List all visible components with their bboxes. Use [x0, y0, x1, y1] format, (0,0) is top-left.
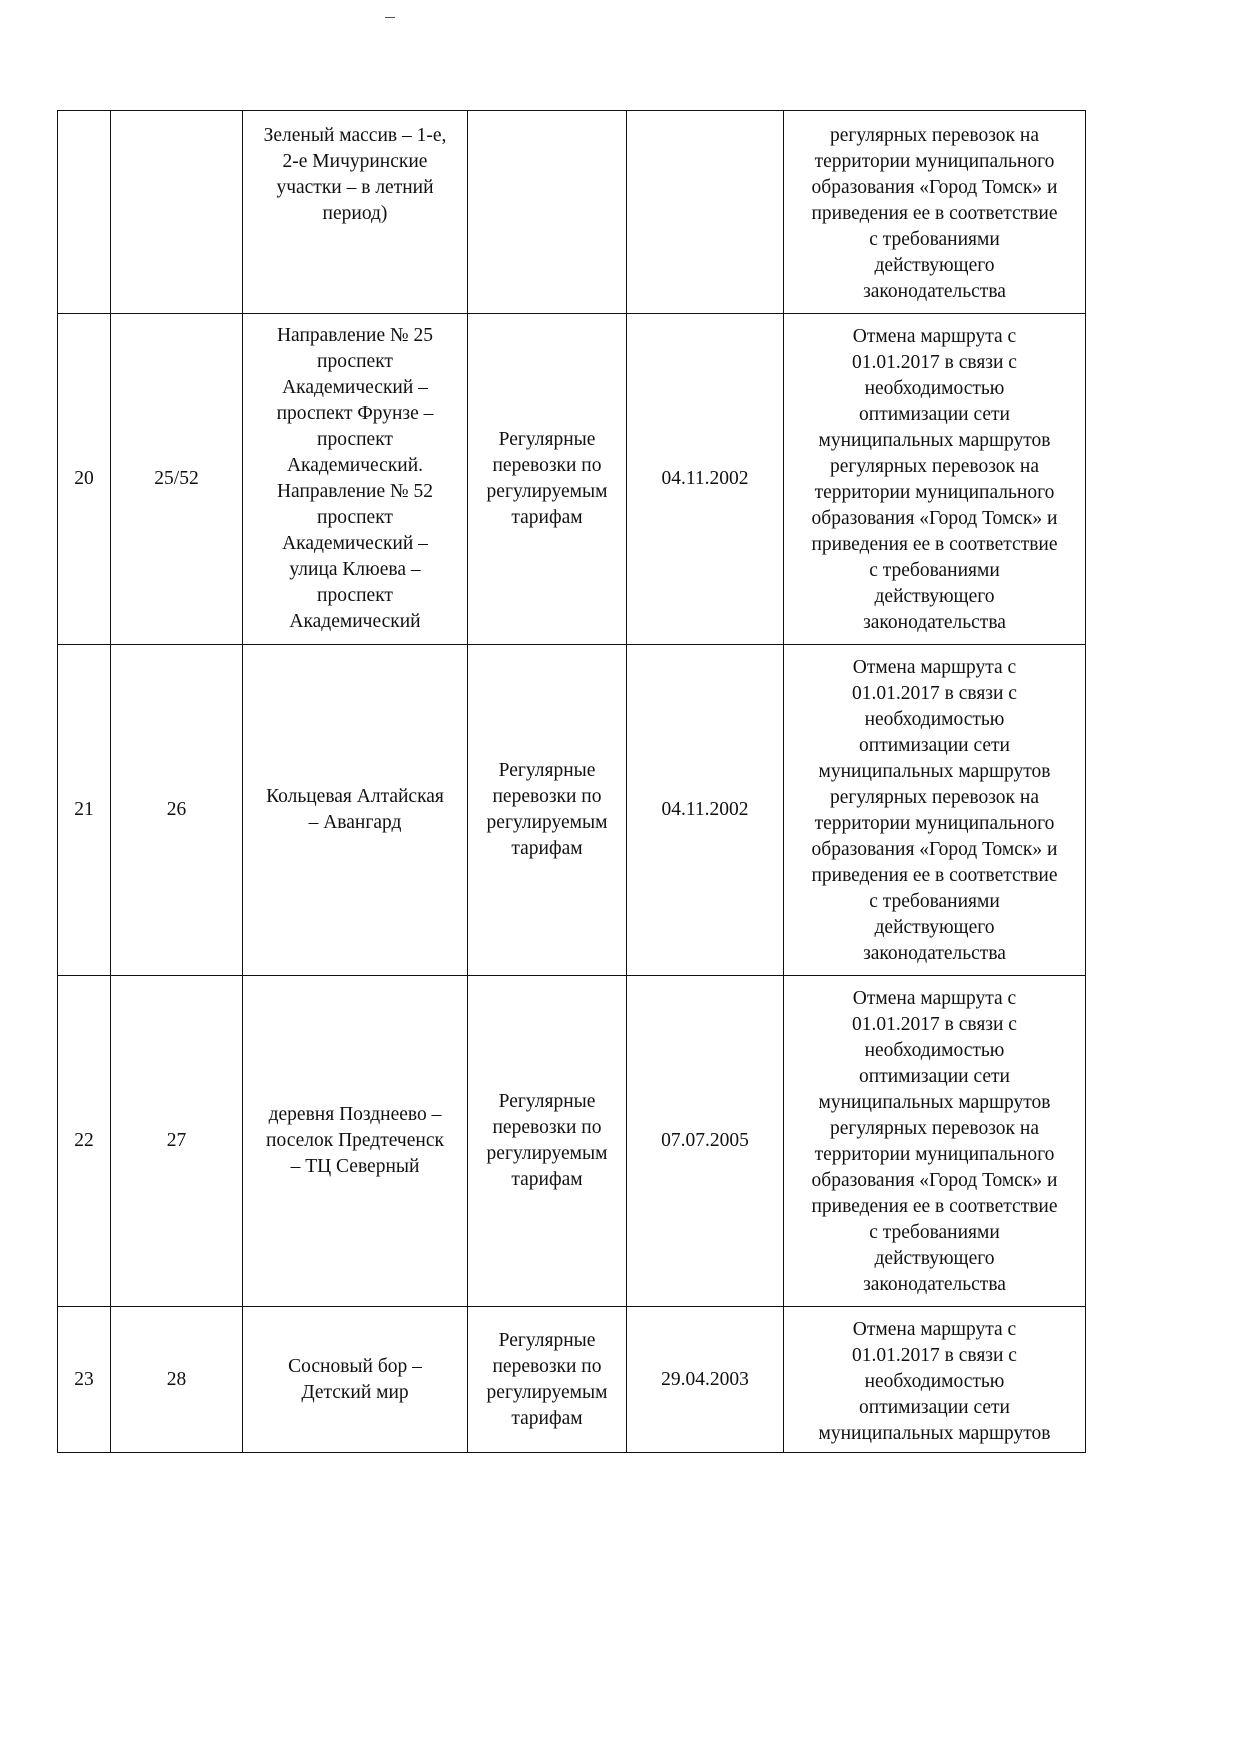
cancellation-reason-cell: Отмена маршрута с 01.01.2017 в связи с необходимостью оптимизации сети муниципальных маршрутов регулярных перевозок на территории муниципального образования «Город Томск» и приведения ее в соответствие с требованиями действующего законодательства [784, 976, 1086, 1307]
transport-type-cell: Регулярные перевозки по регулируемым тарифам [468, 314, 627, 645]
transport-type-cell: Регулярные перевозки по регулируемым тарифам [468, 976, 627, 1307]
route-name-cell: деревня Позднеево – поселок Предтеченск – ТЦ Северный [243, 976, 468, 1307]
table-row [58, 111, 1086, 314]
route-number-cell: 27 [111, 976, 243, 1307]
cancellation-reason-cell: Отмена маршрута с 01.01.2017 в связи с необходимостью оптимизации сети муниципальных маршрутов регулярных перевозок на территории муниципального образования «Город Томск» и приведения ее в соответствие с требованиями действующего законодательства [784, 645, 1086, 976]
transport-type-cell: Регулярные перевозки по регулируемым тарифам [468, 1307, 627, 1453]
row-number-cell [58, 111, 111, 314]
route-name-cell: Кольцевая Алтайская – Авангард [243, 645, 468, 976]
row-number-cell: 21 [58, 645, 111, 976]
start-date-cell: 04.11.2002 [627, 314, 784, 645]
cancellation-reason-cell: Отмена маршрута с 01.01.2017 в связи с необходимостью оптимизации сети муниципальных маршрутов регулярных перевозок на территории муниципального образования «Город Томск» и приведения ее в соответствие с требованиями действующего законодательства [784, 314, 1086, 645]
route-name-cell: Зеленый массив – 1-е, 2-е Мичуринские участки – в летний период) [243, 111, 468, 314]
row-number-cell: 22 [58, 976, 111, 1307]
route-name-cell: Направление № 25 проспект Академический – проспект Фрунзе – проспект Академический. Направление № 52 проспект Академический – улица Клюева – проспект Академический [243, 314, 468, 645]
table-row [58, 1307, 1086, 1453]
route-number-cell: 26 [111, 645, 243, 976]
transport-type-cell: Регулярные перевозки по регулируемым тарифам [468, 645, 627, 976]
route-number-cell [111, 111, 243, 314]
row-number-cell: 23 [58, 1307, 111, 1453]
route-name-cell: Сосновый бор – Детский мир [243, 1307, 468, 1453]
cancellation-reason-cell: регулярных перевозок на территории муниципального образования «Город Томск» и приведения ее в соответствие с требованиями действующего законодательства [784, 111, 1086, 314]
route-number-cell: 25/52 [111, 314, 243, 645]
start-date-cell [627, 111, 784, 314]
start-date-cell: 04.11.2002 [627, 645, 784, 976]
scan-mark [385, 17, 395, 18]
route-number-cell: 28 [111, 1307, 243, 1453]
transport-type-cell [468, 111, 627, 314]
start-date-cell: 29.04.2003 [627, 1307, 784, 1453]
start-date-cell: 07.07.2005 [627, 976, 784, 1307]
table-row [58, 314, 1086, 645]
routes-table [57, 110, 1086, 1453]
table-row [58, 976, 1086, 1307]
table-row [58, 645, 1086, 976]
row-number-cell: 20 [58, 314, 111, 645]
cancellation-reason-cell: Отмена маршрута с 01.01.2017 в связи с необходимостью оптимизации сети муниципальных маршрутов [784, 1307, 1086, 1453]
